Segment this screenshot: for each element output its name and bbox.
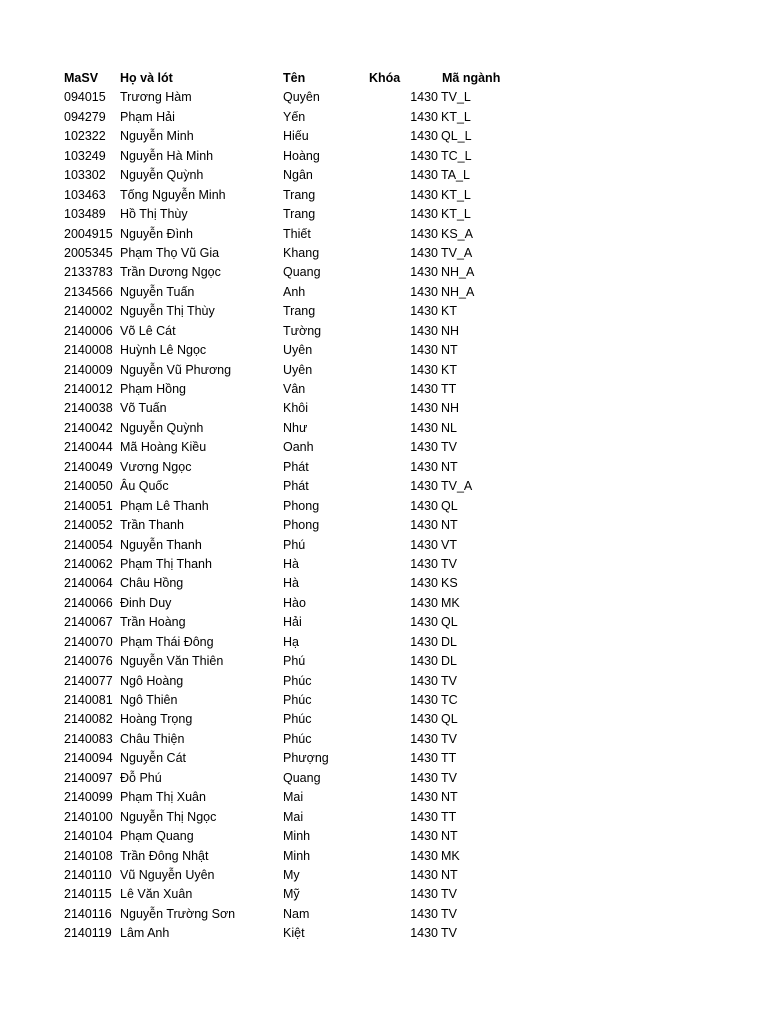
cell-khoa: 1430 [410, 148, 438, 163]
cell-ten: Khang [283, 245, 320, 260]
table-row [0, 613, 768, 632]
cell-masv: 094279 [64, 109, 106, 124]
table-row [0, 263, 768, 282]
table-row [0, 166, 768, 185]
cell-ten: Thiết [283, 226, 311, 241]
cell-ma-nganh: TV [441, 556, 457, 571]
cell-khoa: 1430 [410, 168, 438, 183]
header-ten: Tên [283, 71, 306, 85]
cell-ho-va-lot: Phạm Thái Đông [120, 634, 214, 649]
cell-masv: 2140064 [64, 576, 113, 591]
cell-ten: Quang [283, 265, 321, 280]
cell-masv: 2140081 [64, 693, 113, 707]
cell-khoa: 1430 [410, 518, 438, 533]
cell-ho-va-lot: Nguyễn Đình [120, 226, 193, 241]
cell-ho-va-lot: Nguyễn Quỳnh [120, 168, 204, 183]
table-row [0, 438, 768, 457]
cell-ho-va-lot: Nguyễn Thanh [120, 537, 202, 552]
cell-ten: Hạ [283, 634, 299, 649]
header-ho-va-lot: Họ và lót [120, 71, 173, 85]
cell-khoa: 1430 [410, 829, 438, 844]
cell-ho-va-lot: Trương Hàm [120, 90, 192, 105]
cell-ho-va-lot: Nguyễn Tuấn [120, 284, 195, 299]
table-row [0, 730, 768, 749]
cell-ma-nganh: TT [441, 382, 457, 396]
cell-ten: Hà [283, 576, 299, 591]
cell-ma-nganh: DL [441, 634, 457, 649]
cell-ho-va-lot: Huỳnh Lê Ngọc [120, 343, 207, 358]
cell-khoa: 1430 [410, 265, 438, 280]
table-row [0, 847, 768, 866]
cell-masv: 2140077 [64, 673, 113, 688]
table-row [0, 419, 768, 438]
cell-ho-va-lot: Hồ Thị Thùy [120, 207, 188, 222]
table-row [0, 186, 768, 205]
cell-ma-nganh: KS_A [441, 226, 473, 241]
cell-ho-va-lot: Võ Tuấn [120, 401, 167, 416]
cell-khoa: 1430 [410, 323, 438, 338]
student-table [0, 69, 768, 944]
cell-khoa: 1430 [410, 226, 438, 241]
cell-ma-nganh: QL [441, 615, 458, 630]
table-row [0, 283, 768, 302]
table-row [0, 808, 768, 827]
cell-ma-nganh: KS [441, 576, 458, 591]
cell-masv: 2140044 [64, 440, 113, 455]
cell-ten: Như [283, 420, 308, 435]
cell-ten: Mai [283, 790, 304, 805]
cell-ma-nganh: NH_A [441, 284, 475, 299]
header-masv: MaSV [64, 71, 99, 85]
cell-masv: 2140070 [64, 634, 113, 649]
cell-ten: Hải [283, 615, 302, 630]
cell-ma-nganh: TA_L [441, 168, 470, 183]
cell-khoa: 1430 [410, 615, 438, 630]
cell-ten: Hà [283, 556, 299, 571]
cell-ten: Kiệt [283, 926, 305, 941]
table-row [0, 866, 768, 885]
cell-ten: Trang [283, 187, 316, 202]
cell-ten: Phúc [283, 673, 312, 688]
cell-ho-va-lot: Âu Quốc [120, 479, 169, 494]
cell-ma-nganh: KT_L [441, 187, 471, 202]
cell-ten: Tường [283, 323, 322, 338]
cell-khoa: 1430 [410, 731, 438, 746]
table-row [0, 827, 768, 846]
cell-ten: Hiếu [283, 129, 309, 144]
cell-ho-va-lot: Lê Văn Xuân [120, 887, 193, 902]
cell-masv: 2140002 [64, 304, 113, 319]
cell-masv: 094015 [64, 90, 106, 105]
cell-khoa: 1430 [410, 595, 438, 610]
cell-ten: Ngân [283, 168, 313, 183]
cell-ma-nganh: NL [441, 420, 457, 435]
cell-masv: 2133783 [64, 265, 113, 280]
cell-ma-nganh: QL [441, 712, 458, 727]
cell-ma-nganh: VT [441, 537, 457, 552]
cell-khoa: 1430 [410, 284, 438, 299]
cell-masv: 2140054 [64, 537, 113, 552]
cell-ho-va-lot: Lâm Anh [120, 926, 170, 941]
table-row [0, 341, 768, 360]
cell-masv: 2140083 [64, 731, 113, 746]
cell-ma-nganh: TC_L [441, 148, 472, 163]
cell-ma-nganh: TV [441, 440, 457, 455]
cell-ten: Phúc [283, 693, 312, 707]
cell-masv: 2140038 [64, 401, 113, 416]
cell-ho-va-lot: Nguyễn Thị Thùy [120, 304, 215, 319]
cell-ma-nganh: NH [441, 323, 460, 338]
cell-khoa: 1430 [410, 129, 438, 144]
cell-ma-nganh: TV [441, 906, 457, 921]
cell-ten: Nam [283, 906, 310, 921]
cell-ten: Phú [283, 654, 306, 669]
cell-ten: Mai [283, 809, 304, 824]
table-row [0, 710, 768, 729]
cell-ho-va-lot: Phạm Hải [120, 109, 175, 124]
cell-ho-va-lot: Đinh Duy [120, 595, 172, 610]
cell-ho-va-lot: Nguyễn Trường Sơn [120, 906, 236, 921]
cell-ten: Hoàng [283, 148, 320, 163]
cell-ma-nganh: TC [441, 693, 458, 707]
cell-ten: Anh [283, 284, 306, 299]
cell-ma-nganh: NT [441, 867, 458, 882]
table-row [0, 458, 768, 477]
cell-khoa: 1430 [410, 362, 438, 377]
table-row [0, 108, 768, 127]
cell-masv: 2140052 [64, 518, 113, 533]
cell-khoa: 1430 [410, 848, 438, 863]
cell-masv: 2140062 [64, 556, 113, 571]
cell-ma-nganh: QL [441, 498, 458, 513]
header-khoa: Khóa [369, 71, 401, 85]
cell-masv: 2140067 [64, 615, 113, 630]
cell-masv: 2140012 [64, 382, 113, 396]
cell-khoa: 1430 [410, 712, 438, 727]
cell-masv: 2140066 [64, 595, 113, 610]
cell-ten: Phát [283, 479, 309, 494]
cell-khoa: 1430 [410, 751, 438, 766]
cell-ho-va-lot: Trần Dương Ngọc [120, 265, 221, 280]
cell-ten: Quang [283, 770, 321, 785]
cell-ma-nganh: TV [441, 731, 457, 746]
cell-khoa: 1430 [410, 809, 438, 824]
cell-ten: Phát [283, 459, 309, 474]
cell-ma-nganh: NH_A [441, 265, 475, 280]
cell-khoa: 1430 [410, 304, 438, 319]
cell-khoa: 1430 [410, 906, 438, 921]
cell-ho-va-lot: Vương Ngọc [120, 459, 192, 474]
table-row [0, 225, 768, 244]
table-row [0, 788, 768, 807]
cell-ma-nganh: NT [441, 790, 458, 805]
cell-khoa: 1430 [410, 382, 438, 396]
cell-masv: 2140116 [64, 906, 112, 921]
cell-ma-nganh: KT [441, 362, 457, 377]
cell-ten: Hào [283, 595, 306, 610]
cell-khoa: 1430 [410, 634, 438, 649]
cell-ho-va-lot: Đỗ Phú [120, 770, 162, 785]
cell-ten: Phúc [283, 731, 312, 746]
cell-ho-va-lot: Trần Thanh [120, 518, 184, 533]
table-row [0, 477, 768, 496]
cell-ho-va-lot: Trần Đông Nhật [120, 848, 209, 863]
table-row [0, 594, 768, 613]
cell-masv: 2140042 [64, 420, 113, 435]
cell-khoa: 1430 [410, 90, 438, 105]
header-ma-nganh: Mã ngành [442, 71, 501, 85]
cell-ten: Phú [283, 537, 306, 552]
table-row [0, 380, 768, 399]
cell-ten: Mỹ [283, 887, 300, 902]
cell-ten: Uyên [283, 343, 313, 358]
cell-masv: 2140115 [64, 887, 112, 902]
cell-masv: 2140076 [64, 654, 113, 669]
cell-masv: 103489 [64, 207, 106, 222]
cell-masv: 2005345 [64, 245, 113, 260]
cell-masv: 2134566 [64, 284, 113, 299]
cell-masv: 2140119 [64, 926, 112, 941]
cell-ma-nganh: TV [441, 770, 457, 785]
cell-ho-va-lot: Nguyễn Vũ Phương [120, 362, 232, 377]
cell-ho-va-lot: Châu Hồng [120, 576, 184, 591]
cell-khoa: 1430 [410, 654, 438, 669]
cell-ho-va-lot: Tống Nguyễn Minh [120, 187, 226, 202]
cell-masv: 2140097 [64, 770, 113, 785]
table-body [0, 88, 768, 943]
cell-khoa: 1430 [410, 556, 438, 571]
cell-ten: Phong [283, 498, 320, 513]
cell-ho-va-lot: Phạm Thị Xuân [120, 790, 206, 805]
cell-masv: 103463 [64, 187, 106, 202]
table-row [0, 302, 768, 321]
cell-ma-nganh: KT [441, 304, 457, 319]
cell-ten: Phong [283, 518, 320, 533]
cell-masv: 2140009 [64, 362, 113, 377]
cell-khoa: 1430 [410, 109, 438, 124]
table-row [0, 652, 768, 671]
cell-ten: Phúc [283, 712, 312, 727]
table-row [0, 536, 768, 555]
cell-khoa: 1430 [410, 401, 438, 416]
table-row [0, 555, 768, 574]
table-row [0, 516, 768, 535]
cell-ma-nganh: DL [441, 654, 457, 669]
table-row [0, 399, 768, 418]
cell-khoa: 1430 [410, 887, 438, 902]
cell-ma-nganh: TV [441, 673, 457, 688]
table-row [0, 691, 768, 710]
cell-ten: Yến [283, 109, 306, 124]
cell-ma-nganh: TV_L [441, 90, 471, 105]
cell-ten: My [283, 867, 300, 882]
cell-khoa: 1430 [410, 207, 438, 222]
cell-khoa: 1430 [410, 867, 438, 882]
cell-ma-nganh: TV_A [441, 245, 473, 260]
cell-ho-va-lot: Ngô Hoàng [120, 673, 184, 688]
cell-ten: Khôi [283, 401, 309, 416]
cell-ma-nganh: NT [441, 518, 458, 533]
table-row [0, 205, 768, 224]
cell-ma-nganh: TV [441, 887, 457, 902]
cell-khoa: 1430 [410, 693, 438, 707]
cell-ho-va-lot: Phạm Thị Thanh [120, 556, 212, 571]
cell-khoa: 1430 [410, 926, 438, 941]
cell-ho-va-lot: Trần Hoàng [120, 615, 186, 630]
cell-ho-va-lot: Vũ Nguyễn Uyên [120, 867, 215, 882]
cell-ma-nganh: MK [441, 848, 460, 863]
cell-ma-nganh: KT_L [441, 207, 471, 222]
cell-ma-nganh: TV [441, 926, 457, 941]
cell-masv: 2140049 [64, 459, 113, 474]
cell-ho-va-lot: Phạm Thọ Vũ Gia [120, 245, 220, 260]
cell-ma-nganh: MK [441, 595, 460, 610]
cell-ho-va-lot: Ngô Thiên [120, 693, 178, 707]
cell-ho-va-lot: Phạm Hồng [120, 382, 187, 396]
table-row [0, 633, 768, 652]
cell-ten: Vân [283, 382, 306, 396]
cell-ho-va-lot: Nguyễn Thị Ngọc [120, 809, 217, 824]
table-row [0, 905, 768, 924]
table-row [0, 672, 768, 691]
cell-khoa: 1430 [410, 459, 438, 474]
cell-masv: 2140050 [64, 479, 113, 494]
cell-khoa: 1430 [410, 790, 438, 805]
table-row [0, 361, 768, 380]
cell-ho-va-lot: Võ Lê Cát [120, 323, 176, 338]
cell-ho-va-lot: Phạm Lê Thanh [120, 498, 209, 513]
cell-ma-nganh: TV_A [441, 479, 473, 494]
cell-masv: 2140104 [64, 829, 113, 844]
cell-masv: 2140094 [64, 751, 113, 766]
cell-khoa: 1430 [410, 479, 438, 494]
cell-masv: 103249 [64, 148, 106, 163]
cell-khoa: 1430 [410, 576, 438, 591]
cell-ho-va-lot: Nguyễn Minh [120, 129, 194, 144]
table-row [0, 322, 768, 341]
cell-ma-nganh: NT [441, 459, 458, 474]
cell-khoa: 1430 [410, 498, 438, 513]
cell-ho-va-lot: Nguyễn Hà Minh [120, 148, 214, 163]
table-row [0, 127, 768, 146]
cell-ten: Trang [283, 304, 316, 319]
cell-ma-nganh: KT_L [441, 109, 471, 124]
cell-masv: 2004915 [64, 226, 113, 241]
table-row [0, 769, 768, 788]
cell-ma-nganh: NT [441, 343, 458, 358]
table-row [0, 749, 768, 768]
cell-ma-nganh: TT [441, 751, 457, 766]
cell-masv: 2140008 [64, 343, 113, 358]
table-row [0, 244, 768, 263]
cell-ma-nganh: NT [441, 829, 458, 844]
cell-khoa: 1430 [410, 440, 438, 455]
cell-ten: Trang [283, 207, 316, 222]
cell-ho-va-lot: Mã Hoàng Kiều [120, 440, 207, 455]
cell-masv: 2140099 [64, 790, 113, 805]
cell-ma-nganh: NH [441, 401, 460, 416]
cell-khoa: 1430 [410, 187, 438, 202]
cell-ten: Oanh [283, 440, 314, 455]
cell-ho-va-lot: Nguyễn Cát [120, 751, 187, 766]
cell-ten: Quyên [283, 90, 320, 105]
cell-khoa: 1430 [410, 673, 438, 688]
cell-ten: Phượng [283, 751, 329, 766]
cell-masv: 2140108 [64, 848, 113, 863]
cell-masv: 2140082 [64, 712, 113, 727]
table-row [0, 924, 768, 943]
cell-ho-va-lot: Nguyễn Văn Thiên [120, 654, 224, 669]
table-row [0, 497, 768, 516]
cell-ma-nganh: TT [441, 809, 457, 824]
cell-khoa: 1430 [410, 343, 438, 358]
cell-ho-va-lot: Châu Thiện [120, 731, 185, 746]
cell-masv: 2140006 [64, 323, 113, 338]
cell-ten: Minh [283, 848, 311, 863]
cell-masv: 2140100 [64, 809, 113, 824]
cell-khoa: 1430 [410, 420, 438, 435]
table-row [0, 88, 768, 107]
cell-khoa: 1430 [410, 770, 438, 785]
table-row [0, 574, 768, 593]
cell-masv: 2140051 [64, 498, 113, 513]
cell-ho-va-lot: Nguyễn Quỳnh [120, 420, 204, 435]
table-row [0, 885, 768, 904]
table-row [0, 147, 768, 166]
cell-masv: 2140110 [64, 867, 112, 882]
cell-ho-va-lot: Hoàng Trọng [120, 712, 193, 727]
cell-masv: 102322 [64, 129, 106, 144]
cell-khoa: 1430 [410, 537, 438, 552]
cell-ten: Uyên [283, 362, 313, 377]
table-header-row [0, 69, 768, 88]
cell-ho-va-lot: Phạm Quang [120, 829, 194, 844]
cell-ten: Minh [283, 829, 311, 844]
cell-khoa: 1430 [410, 245, 438, 260]
cell-ma-nganh: QL_L [441, 129, 472, 144]
cell-masv: 103302 [64, 168, 106, 183]
